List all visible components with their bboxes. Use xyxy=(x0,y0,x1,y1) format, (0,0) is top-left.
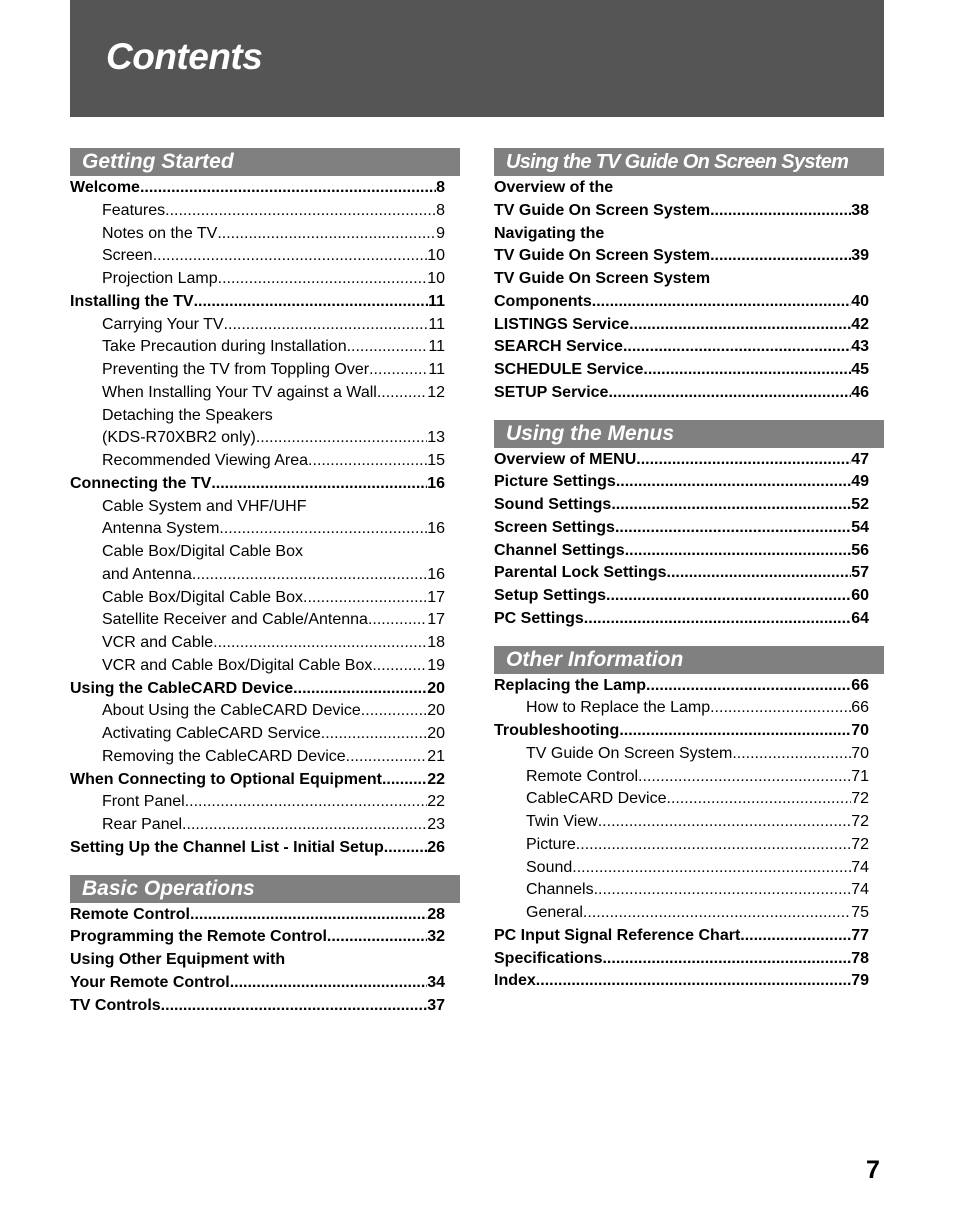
toc-section-using-the-tv-guide-on-screen-system xyxy=(494,148,884,407)
toc-section-other-information xyxy=(494,646,884,996)
section-spacer xyxy=(494,407,884,420)
entry-page-number: 28 xyxy=(427,905,445,923)
entry-title: Cable Box/Digital Cable Box xyxy=(102,543,303,560)
dot-leader xyxy=(361,702,427,720)
entry-page-number: 52 xyxy=(851,496,869,513)
toc-entry[interactable] xyxy=(70,771,445,794)
entry-title: Front Panel xyxy=(102,793,185,811)
toc-section-getting-started xyxy=(70,148,460,862)
entry-title: Features xyxy=(102,201,166,219)
dot-leader xyxy=(377,384,427,402)
toc-entry[interactable] xyxy=(494,338,869,361)
toc-section-basic-operations xyxy=(70,875,460,1020)
toc-entry[interactable] xyxy=(494,519,869,542)
dot-leader xyxy=(190,906,427,924)
dot-leader xyxy=(384,839,427,857)
toc-entry[interactable] xyxy=(494,677,869,700)
toc-subentry[interactable] xyxy=(70,611,445,634)
toc-subentry[interactable] xyxy=(70,725,445,748)
dot-leader xyxy=(732,745,851,763)
toc-subentry[interactable] xyxy=(70,247,445,270)
entry-page-number: 18 xyxy=(427,634,445,651)
entry-page-number: 43 xyxy=(851,338,869,356)
entry-page-number: 20 xyxy=(427,725,445,742)
entry-title: General xyxy=(526,904,583,921)
entry-page-number: 72 xyxy=(851,790,869,808)
entry-page-number: 39 xyxy=(851,247,869,265)
entry-title: Programming the Remote Control xyxy=(70,928,327,946)
dot-leader xyxy=(583,904,851,922)
dot-leader xyxy=(321,725,427,743)
entry-title: Connecting the TV xyxy=(70,474,212,492)
entry-title: Setting Up the Channel List - Initial Setup xyxy=(70,838,384,856)
dot-leader xyxy=(608,384,851,402)
entry-title: Preventing the TV from Toppling Over xyxy=(102,361,370,378)
dot-leader xyxy=(638,768,851,786)
toc-entry[interactable] xyxy=(494,972,869,995)
entry-page-number: 72 xyxy=(851,813,869,830)
entry-title: SETUP Service xyxy=(494,383,609,401)
entry-title: TV Guide On Screen System xyxy=(494,201,711,219)
entry-page-number: 23 xyxy=(427,816,445,833)
dot-leader xyxy=(643,361,851,379)
dot-leader xyxy=(192,566,427,584)
toc-entry[interactable] xyxy=(70,680,445,703)
dot-leader xyxy=(230,974,428,992)
entry-title: Setup Settings xyxy=(494,587,607,604)
toc-subentry[interactable] xyxy=(494,699,869,722)
toc-entry xyxy=(494,225,869,248)
dot-leader xyxy=(667,790,852,808)
entry-title: Your Remote Control xyxy=(70,973,230,991)
entry-page-number: 56 xyxy=(851,541,869,559)
dot-leader xyxy=(592,293,851,311)
entry-page-number: 47 xyxy=(851,450,869,468)
entry-title: Removing the CableCARD Device xyxy=(102,747,346,765)
toc-entry[interactable] xyxy=(494,247,869,270)
entry-page-number: 17 xyxy=(427,588,445,606)
entry-title: SEARCH Service xyxy=(494,338,623,356)
toc-subentry[interactable] xyxy=(70,225,445,248)
entry-page-number: 66 xyxy=(851,676,869,694)
toc-subentry[interactable] xyxy=(70,520,445,543)
toc-subentry[interactable] xyxy=(70,657,445,680)
page-title: Contents xyxy=(106,36,263,77)
toc-left-column xyxy=(70,148,460,1019)
entry-page-number: 16 xyxy=(427,565,445,583)
toc-entry[interactable] xyxy=(70,839,445,862)
dot-leader xyxy=(217,225,436,243)
entry-title: LISTINGS Service xyxy=(494,315,630,333)
toc-entry[interactable] xyxy=(70,974,445,997)
entry-title: Channel Settings xyxy=(494,541,625,559)
entry-page-number: 21 xyxy=(427,747,445,765)
entry-page-number: 22 xyxy=(427,770,445,788)
toc-right-column xyxy=(494,148,884,995)
entry-page-number: 8 xyxy=(436,201,445,219)
toc-entry-list xyxy=(70,179,460,862)
entry-page-number: 11 xyxy=(428,338,445,356)
toc-entry[interactable] xyxy=(494,610,869,633)
entry-title: Navigating the xyxy=(494,224,605,242)
dot-leader xyxy=(211,475,427,493)
dot-leader xyxy=(623,338,851,356)
entry-page-number: 20 xyxy=(427,702,445,720)
entry-page-number: 75 xyxy=(851,904,869,921)
entry-page-number: 64 xyxy=(851,609,869,627)
entry-page-number: 72 xyxy=(851,835,869,853)
toc-subentry[interactable] xyxy=(70,361,445,384)
entry-title: Antenna System xyxy=(102,520,220,538)
toc-subentry[interactable] xyxy=(70,634,445,657)
toc-subentry[interactable] xyxy=(70,270,445,293)
dot-leader xyxy=(308,452,427,470)
entry-page-number: 70 xyxy=(851,744,869,762)
entry-page-number: 42 xyxy=(851,315,869,333)
entry-title: Cable System and VHF/UHF xyxy=(102,497,307,515)
section-spacer xyxy=(70,862,460,875)
dot-leader xyxy=(327,928,427,946)
entry-page-number: 12 xyxy=(427,383,445,401)
dot-leader xyxy=(368,611,427,629)
entry-page-number: 22 xyxy=(427,793,445,811)
entry-title: Picture Settings xyxy=(494,473,616,491)
dot-leader xyxy=(256,429,427,447)
entry-page-number: 16 xyxy=(427,474,445,492)
entry-page-number: 79 xyxy=(851,972,869,990)
toc-subentry[interactable] xyxy=(494,859,869,882)
toc-section-using-the-menus xyxy=(494,420,884,633)
toc-entry[interactable] xyxy=(494,496,869,519)
entry-title: PC Settings xyxy=(494,609,584,627)
dot-leader xyxy=(594,881,852,899)
toc-entry[interactable] xyxy=(70,179,445,202)
toc-subentry[interactable] xyxy=(494,836,869,859)
dot-leader xyxy=(372,657,427,675)
entry-page-number: 15 xyxy=(427,452,445,469)
entry-title: About Using the CableCARD Device xyxy=(102,702,361,720)
entry-page-number: 11 xyxy=(428,292,445,310)
toc-subentry xyxy=(70,543,445,566)
dot-leader xyxy=(161,997,428,1015)
entry-title: When Installing Your TV against a Wall xyxy=(102,383,377,401)
toc-entry[interactable] xyxy=(494,361,869,384)
dot-leader xyxy=(153,247,428,265)
entry-page-number: 77 xyxy=(851,926,869,944)
header-banner xyxy=(70,0,884,117)
toc-entry[interactable] xyxy=(494,927,869,950)
toc-entry[interactable] xyxy=(494,542,869,565)
entry-page-number: 10 xyxy=(427,270,445,287)
entry-page-number: 66 xyxy=(851,699,869,717)
section-heading: Using the Menus xyxy=(494,420,884,448)
toc-entry-list xyxy=(494,179,884,407)
entry-title: Overview of MENU xyxy=(494,450,637,468)
toc-subentry[interactable] xyxy=(70,316,445,339)
toc-entry[interactable] xyxy=(494,202,869,225)
entry-page-number: 54 xyxy=(851,518,869,536)
entry-page-number: 70 xyxy=(851,722,869,739)
entry-title: SCHEDULE Service xyxy=(494,361,644,378)
entry-page-number: 57 xyxy=(851,564,869,582)
entry-title: TV Guide On Screen System xyxy=(494,270,711,287)
entry-title: Notes on the TV xyxy=(102,224,218,242)
toc-subentry[interactable] xyxy=(494,768,869,791)
dot-leader xyxy=(219,520,427,538)
entry-page-number: 78 xyxy=(851,949,869,967)
entry-title: Detaching the Speakers xyxy=(102,406,273,424)
dot-leader xyxy=(536,972,851,990)
entry-page-number: 40 xyxy=(851,292,869,310)
dot-leader xyxy=(619,722,851,740)
dot-leader xyxy=(224,316,429,334)
toc-entry[interactable] xyxy=(70,928,445,951)
page-number: 7 xyxy=(866,1156,880,1184)
entry-title: Using the CableCARD Device xyxy=(70,679,294,697)
dot-leader xyxy=(165,202,436,220)
entry-title: Installing the TV xyxy=(70,292,194,310)
entry-page-number: 9 xyxy=(436,224,445,242)
dot-leader xyxy=(636,451,851,469)
toc-entry[interactable] xyxy=(494,722,869,745)
toc-subentry[interactable] xyxy=(494,881,869,904)
entry-title: Projection Lamp xyxy=(102,270,218,287)
entry-title: Sound xyxy=(526,858,573,876)
dot-leader xyxy=(369,361,428,379)
entry-title: (KDS-R70XBR2 only) xyxy=(102,429,256,447)
dot-leader xyxy=(740,927,851,945)
dot-leader xyxy=(584,610,851,628)
toc-subentry xyxy=(70,407,445,430)
section-heading: Other Information xyxy=(494,646,884,674)
toc-subentry[interactable] xyxy=(70,793,445,816)
entry-title: Troubleshooting xyxy=(494,722,620,739)
toc-subentry[interactable] xyxy=(70,816,445,839)
entry-title: Overview of the xyxy=(494,179,614,196)
toc-subentry[interactable] xyxy=(70,748,445,771)
entry-title: VCR and Cable xyxy=(102,634,214,651)
entry-page-number: 8 xyxy=(436,179,445,196)
toc-entry-list xyxy=(70,906,460,1020)
section-spacer xyxy=(494,633,884,646)
dot-leader xyxy=(615,519,851,537)
section-heading: Getting Started xyxy=(70,148,460,176)
toc-subentry[interactable] xyxy=(70,589,445,612)
entry-page-number: 71 xyxy=(851,767,869,785)
dot-leader xyxy=(347,338,429,356)
dot-leader xyxy=(598,813,851,831)
entry-title: CableCARD Device xyxy=(526,790,667,808)
entry-title: TV Guide On Screen System xyxy=(494,247,711,265)
toc-subentry xyxy=(70,498,445,521)
entry-title: When Connecting to Optional Equipment xyxy=(70,770,382,788)
toc-subentry[interactable] xyxy=(494,813,869,836)
entry-page-number: 17 xyxy=(427,611,445,629)
toc-entry[interactable] xyxy=(494,384,869,407)
toc-entry xyxy=(494,270,869,293)
dot-leader xyxy=(218,270,428,288)
entry-page-number: 32 xyxy=(427,928,445,946)
toc-subentry[interactable] xyxy=(70,566,445,589)
entry-title: Twin View xyxy=(526,813,598,830)
entry-title: Screen xyxy=(102,247,153,265)
entry-page-number: 10 xyxy=(427,247,445,265)
dot-leader xyxy=(140,179,436,197)
entry-page-number: 74 xyxy=(851,881,869,899)
entry-title: Sound Settings xyxy=(494,496,612,513)
entry-title: Using Other Equipment with xyxy=(70,951,286,968)
toc-entry[interactable] xyxy=(70,906,445,929)
toc-subentry[interactable] xyxy=(70,384,445,407)
dot-leader xyxy=(606,587,851,605)
dot-leader xyxy=(346,748,428,766)
entry-title: VCR and Cable Box/Digital Cable Box xyxy=(102,656,373,674)
toc-entry[interactable] xyxy=(494,473,869,496)
dot-leader xyxy=(667,564,852,582)
dot-leader xyxy=(710,247,851,265)
dot-leader xyxy=(602,950,851,968)
entry-page-number: 20 xyxy=(427,679,445,697)
dot-leader xyxy=(293,680,427,698)
entry-title: Index xyxy=(494,972,536,990)
toc-subentry[interactable] xyxy=(494,745,869,768)
entry-title: Picture xyxy=(526,835,576,853)
dot-leader xyxy=(572,859,851,877)
dot-leader xyxy=(576,836,851,854)
entry-page-number: 13 xyxy=(427,429,445,447)
toc-subentry[interactable] xyxy=(70,202,445,225)
entry-title: How to Replace the Lamp xyxy=(526,699,711,717)
entry-title: Activating CableCARD Service xyxy=(102,725,321,742)
entry-title: Screen Settings xyxy=(494,518,615,536)
entry-title: TV Guide On Screen System xyxy=(526,744,733,762)
entry-page-number: 45 xyxy=(851,361,869,378)
toc-subentry[interactable] xyxy=(70,702,445,725)
toc-entry-list xyxy=(494,677,884,996)
entry-title: and Antenna xyxy=(102,565,192,583)
dot-leader xyxy=(646,677,851,695)
entry-title: Recommended Viewing Area xyxy=(102,452,309,469)
toc-entry xyxy=(70,951,445,974)
dot-leader xyxy=(611,496,851,514)
toc-subentry[interactable] xyxy=(494,790,869,813)
entry-page-number: 34 xyxy=(427,973,445,991)
entry-page-number: 11 xyxy=(428,315,445,333)
entry-page-number: 11 xyxy=(428,361,445,378)
section-heading: Using the TV Guide On Screen System xyxy=(494,148,884,176)
entry-page-number: 38 xyxy=(851,201,869,219)
entry-title: Satellite Receiver and Cable/Antenna xyxy=(102,611,368,629)
entry-page-number: 60 xyxy=(851,587,869,604)
toc-subentry[interactable] xyxy=(70,338,445,361)
dot-leader xyxy=(616,473,851,491)
dot-leader xyxy=(710,699,851,717)
dot-leader xyxy=(625,542,852,560)
entry-page-number: 26 xyxy=(427,838,445,856)
entry-page-number: 16 xyxy=(427,520,445,538)
entry-page-number: 19 xyxy=(427,656,445,674)
toc-entry[interactable] xyxy=(494,564,869,587)
toc-subentry[interactable] xyxy=(494,904,869,927)
entry-title: Take Precaution during Installation xyxy=(102,338,347,356)
toc-entry[interactable] xyxy=(70,475,445,498)
dot-leader xyxy=(182,816,427,834)
entry-page-number: 49 xyxy=(851,473,869,491)
dot-leader xyxy=(303,589,427,607)
dot-leader xyxy=(710,202,851,220)
entry-title: TV Controls xyxy=(70,996,161,1014)
dot-leader xyxy=(382,771,427,789)
entry-title: Parental Lock Settings xyxy=(494,564,667,582)
entry-title: PC Input Signal Reference Chart xyxy=(494,926,741,944)
toc-entry[interactable] xyxy=(494,293,869,316)
entry-title: Rear Panel xyxy=(102,816,183,833)
toc-entry[interactable] xyxy=(494,451,869,474)
dot-leader xyxy=(213,634,427,652)
toc-entry-list xyxy=(494,451,884,633)
toc-entry[interactable] xyxy=(70,997,445,1020)
dot-leader xyxy=(629,316,851,334)
toc-entry[interactable] xyxy=(70,293,445,316)
toc-entry[interactable] xyxy=(494,316,869,339)
dot-leader xyxy=(194,293,429,311)
entry-title: Specifications xyxy=(494,949,603,967)
entry-page-number: 37 xyxy=(427,996,445,1014)
entry-title: Channels xyxy=(526,881,594,899)
toc-entry[interactable] xyxy=(494,587,869,610)
entry-title: Welcome xyxy=(70,179,140,196)
toc-entry[interactable] xyxy=(494,950,869,973)
toc-subentry[interactable] xyxy=(70,429,445,452)
entry-title: Components xyxy=(494,292,592,310)
section-heading: Basic Operations xyxy=(70,875,460,903)
dot-leader xyxy=(185,793,427,811)
entry-page-number: 74 xyxy=(851,858,869,876)
entry-title: Remote Control xyxy=(70,905,190,923)
toc-subentry[interactable] xyxy=(70,452,445,475)
entry-title: Remote Control xyxy=(526,767,639,785)
entry-title: Replacing the Lamp xyxy=(494,676,647,694)
entry-title: Carrying Your TV xyxy=(102,315,224,333)
entry-page-number: 46 xyxy=(851,383,869,401)
entry-title: Cable Box/Digital Cable Box xyxy=(102,588,303,606)
toc-entry xyxy=(494,179,869,202)
